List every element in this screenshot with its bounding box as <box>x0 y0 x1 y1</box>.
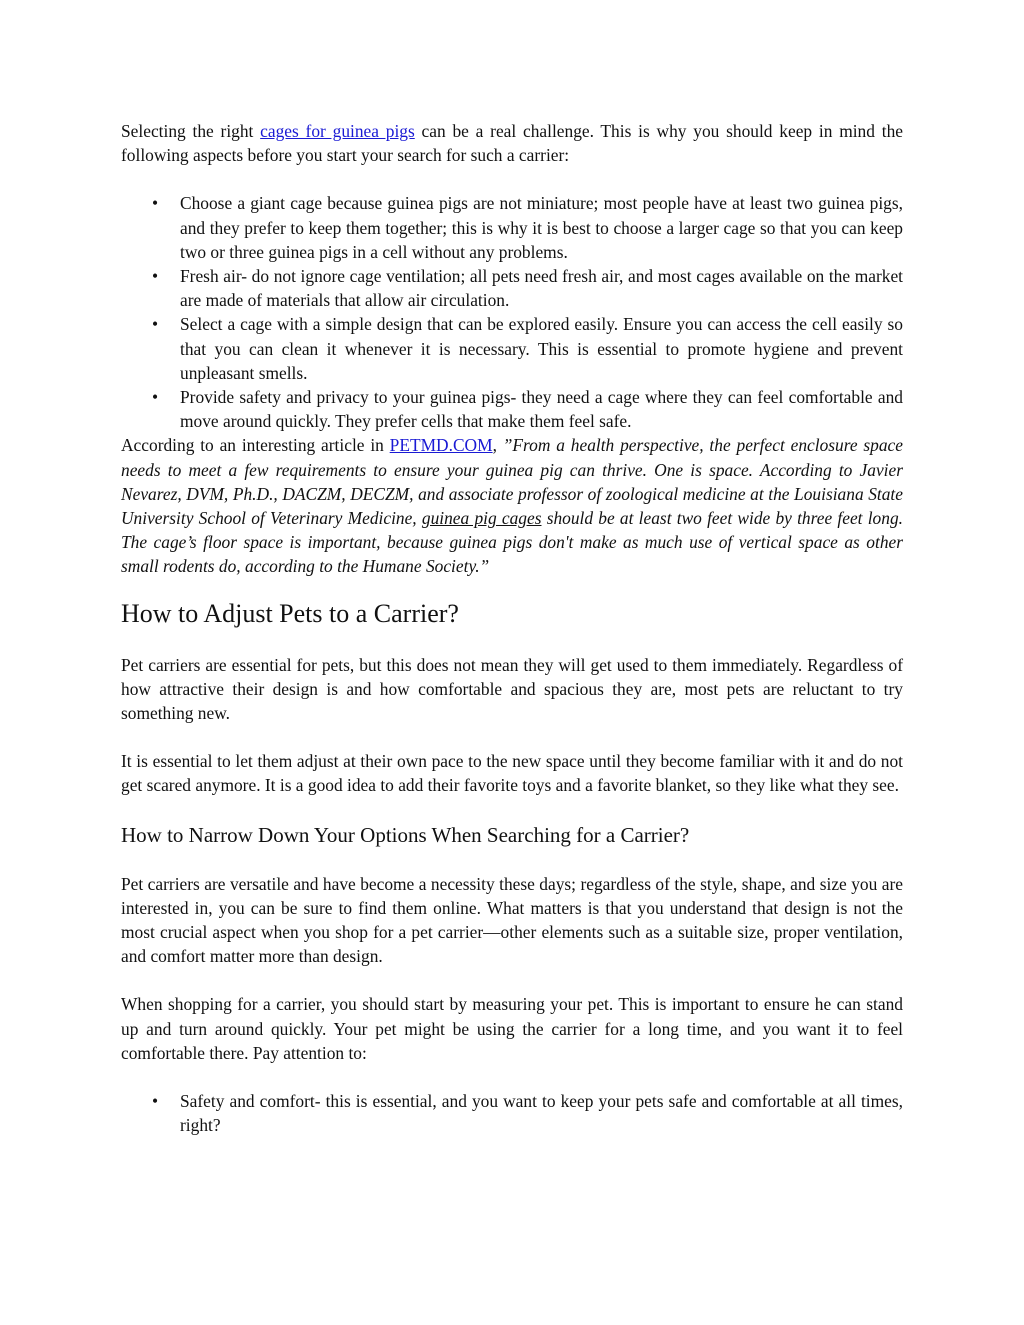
bullet-icon: • <box>152 266 159 287</box>
quote-text-part-1: ”From a health perspective, the perfect enclosure space needs to meet a few requirements to ensure your guinea pig can thrive. One is space. According to Javier Nevarez, DVM, Ph.D., DACZM, DECZM, and associate professor of zoological medicine at the Louisiana State University School of Veterinary Medicine, <box>121 435 903 529</box>
list-item <box>121 191 903 264</box>
cages-for-guinea-pigs-link[interactable]: cages for guinea pigs <box>260 121 415 141</box>
list-item <box>121 1089 903 1137</box>
paragraph-versatile-carriers: Pet carriers are versatile and have become a necessity these days; regardless of the style, shape, and size you are interested in, you can be sure to find them online. What matters is that you understand that design is not the most crucial aspect when you shop for a pet carrier—other elements such as a suitable size, proper ventilation, and comfort matter more than design. <box>121 873 903 967</box>
petmd-link[interactable]: PETMD.COM <box>389 435 493 456</box>
quote-comma: , <box>492 435 503 456</box>
intro-text-after: can be a real challenge. This is why you should keep in mind the following aspects before you start your search for such a carrier: <box>121 121 903 166</box>
guinea-pig-cages-link[interactable]: guinea pig cages <box>421 508 542 529</box>
bullet-icon: • <box>152 193 159 214</box>
petmd-quote-paragraph <box>121 433 903 578</box>
heading-adjust-pets: How to Adjust Pets to a Carrier? <box>121 598 459 628</box>
paragraph-carriers-essential: Pet carriers are essential for pets, but this does not mean they will get used to them immediately. Regardless of how attractive their design is and how comfortable and spacious they are, most pets are reluctant to try something new. <box>121 654 903 724</box>
list-item-text: Safety and comfort- this is essential, and you want to keep your pets safe and comfortable at all times, right? <box>180 1091 903 1136</box>
paragraph-adjust-pace: It is essential to let them adjust at their own pace to the new space until they become familiar with it and do not get scared anymore. It is a good idea to add their favorite toys and a favorite blanket, so they like what they see. <box>121 751 903 796</box>
heading-narrow-options: How to Narrow Down Your Options When Searching for a Carrier? <box>121 822 690 847</box>
list-item <box>121 312 903 385</box>
list-item-text: Choose a giant cage because guinea pigs are not miniature; most people have at least two guinea pigs, and they prefer to keep them together; this is why it is best to choose a larger cage so that you can keep two or three guinea pigs in a cell without any problems. <box>180 193 903 262</box>
list-item <box>121 385 903 433</box>
intro-text-before: Selecting the right <box>121 121 261 141</box>
document-page <box>121 119 903 1138</box>
cage-tips-list <box>121 191 903 433</box>
list-item-text: Fresh air- do not ignore cage ventilation; all pets need fresh air, and most cages available on the market are made of materials that allow air circulation. <box>180 266 903 311</box>
list-item <box>121 264 903 312</box>
intro-paragraph <box>121 119 903 167</box>
quote-lead: According to an interesting article in <box>121 435 390 456</box>
bullet-icon: • <box>152 314 159 335</box>
quote-text-part-2: should be at least two feet wide by three feet long. The cage’s floor space is important, because guinea pigs don't make as much use of vertical space as other small rodents do, according to the Humane Society.” <box>121 508 903 577</box>
attention-list <box>121 1089 903 1137</box>
list-item-text: Provide safety and privacy to your guinea pigs- they need a cage where they can feel comfortable and move around quickly. They prefer cells that make them feel safe. <box>180 387 903 432</box>
bullet-icon: • <box>152 387 159 408</box>
bullet-icon: • <box>152 1091 159 1112</box>
paragraph-measuring-pet: When shopping for a carrier, you should start by measuring your pet. This is important to ensure he can stand up and turn around quickly. Your pet might be using the carrier for a long time, and you want it to feel comfortable there. Pay attention to: <box>121 994 903 1063</box>
list-item-text: Select a cage with a simple design that can be explored easily. Ensure you can access the cell easily so that you can clean it whenever it is necessary. This is essential to promote hygiene and prevent unpleasant smells. <box>180 314 903 383</box>
